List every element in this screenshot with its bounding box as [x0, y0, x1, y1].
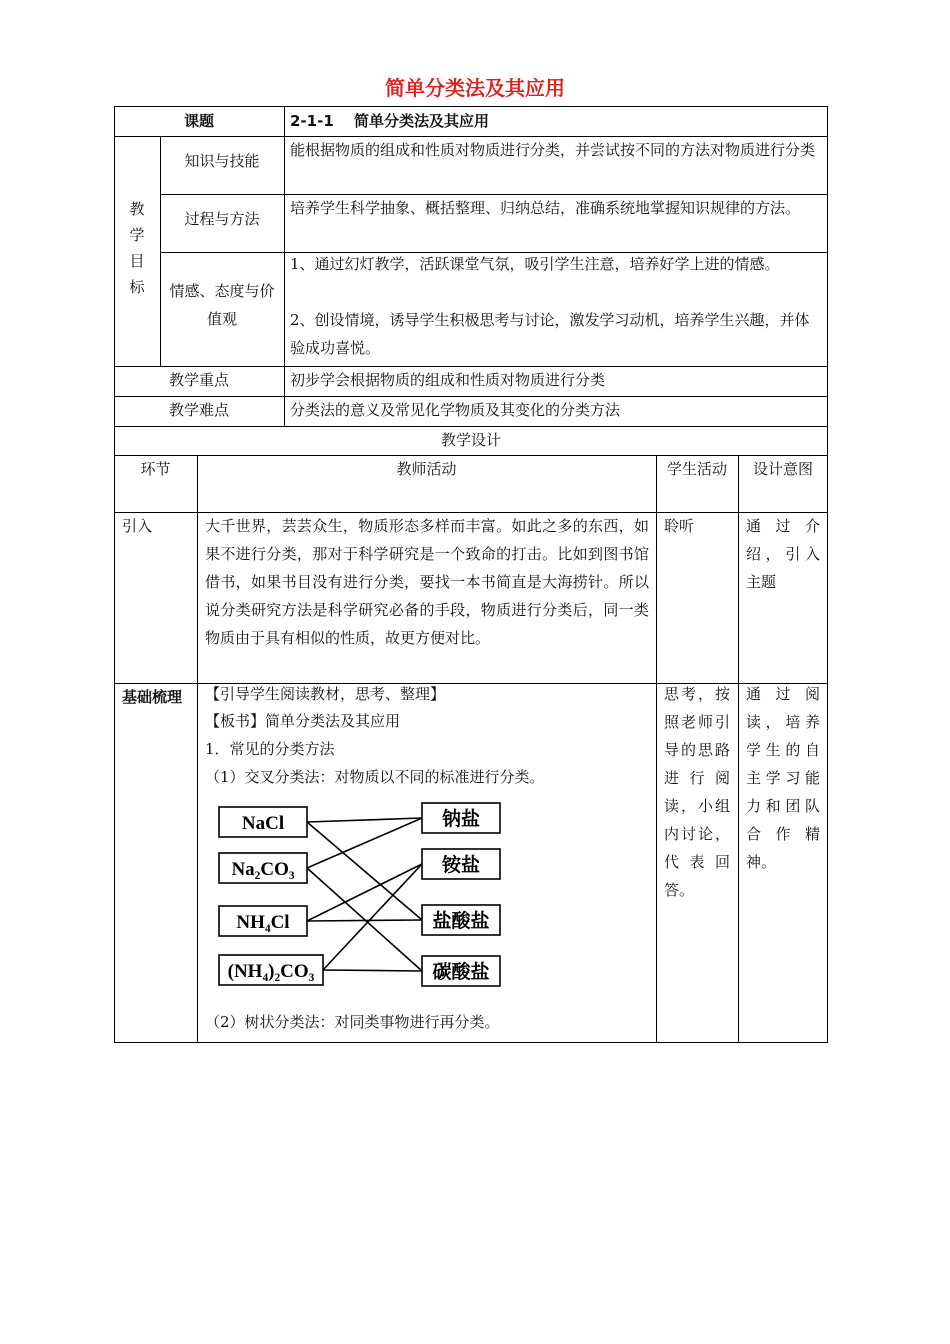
col-student: 学生活动	[666, 460, 727, 478]
design-label: 教学设计	[440, 431, 501, 449]
row-basics-line-1: 【引导学生阅读教材，思考、整理】	[205, 685, 446, 703]
row-intro-student: 聆听	[664, 517, 695, 535]
link-nh4cl-ammonium	[307, 864, 422, 921]
link-nh4cl-chloride	[307, 920, 422, 921]
col-stage: 环节	[140, 460, 171, 478]
link-nacl-sodium	[307, 818, 422, 822]
label-ammonium-salt: 铵盐	[441, 854, 481, 876]
goal-text-knowledge: 能根据物质的组成和性质对物质进行分类，并尝试按不同的方法对物质进行分类	[290, 141, 816, 159]
label-nh4cl: NH₄Cl	[236, 912, 290, 933]
key-point-text: 初步学会根据物质的组成和性质对物质进行分类	[290, 371, 606, 389]
col-intent: 设计意图	[752, 460, 813, 478]
topic-value: 2-1-1 简单分类法及其应用	[290, 112, 489, 130]
label-nacl: NaCl	[241, 813, 285, 834]
goal-label-process: 过程与方法	[184, 210, 260, 228]
label-sodium-salt: 钠盐	[441, 808, 481, 830]
difficulty-text: 分类法的意义及常见化学物质及其变化的分类方法	[290, 401, 621, 419]
label-carbonate-salt: 碳酸盐	[432, 961, 490, 983]
key-point-label: 教学重点	[168, 371, 229, 389]
row-basics-intent: 通过阅读，培养学生的自主学习能力和团队合作精神。	[746, 685, 820, 871]
row-basics-stage: 基础梳理	[122, 688, 183, 706]
goal-text-process: 培养学生科学抽象、概括整理、归纳总结，准确系统地掌握知识规律的方法。	[290, 199, 801, 217]
row-intro-stage: 引入	[122, 517, 153, 535]
goals-label: 教学目标	[129, 200, 145, 296]
topic-label: 课题	[183, 112, 214, 130]
row-basics-line-4: （1）交叉分类法：对物质以不同的标准进行分类。	[205, 768, 545, 786]
row-basics-line-2: 【板书】简单分类法及其应用	[205, 712, 401, 730]
goal-text-attitude-2: 2、创设情境，诱导学生积极思考与讨论，激发学习动机，培养学生兴趣，并体验成功喜悦。	[290, 311, 810, 357]
document-title: 简单分类法及其应用	[385, 76, 565, 100]
row-basics-student: 思考，按照老师引导的思路进行阅读，小组内讨论，代表回答。	[664, 685, 730, 899]
row-basics-line-3: 1．常见的分类方法	[205, 740, 335, 758]
difficulty-label: 教学难点	[168, 401, 229, 419]
row-intro-intent: 通过介绍，引入主题	[746, 517, 820, 591]
row-intro-teacher: 大千世界，芸芸众生，物质形态多样而丰富。如此之多的东西，如果不进行分类，那对于科学研究是一个致命的打击。比如到图书馆借书，如果书目没有进行分类，要找一本书简直是大海捞针。所以说分类研究方法是科学研究必备的手段，物质进行分类后，同一类物质由于具有相似的性质，故更方便对比。	[205, 517, 649, 647]
cross-classification-diagram	[210, 795, 510, 995]
link-nacl-chloride	[307, 822, 422, 920]
goal-text-attitude-1: 1、通过幻灯教学，活跃课堂气氛，吸引学生注意，培养好学上进的情感。	[290, 255, 780, 273]
row-basics-line-5: （2）树状分类法：对同类事物进行再分类。	[205, 1013, 500, 1031]
goal-label-attitude: 情感、态度与价值观	[169, 282, 275, 328]
goal-label-knowledge: 知识与技能	[184, 152, 260, 170]
link-na2co3-sodium	[307, 818, 422, 868]
label-nh42co3: (NH₄)₂CO₃	[227, 961, 315, 982]
label-na2co3: Na₂CO₃	[231, 859, 295, 880]
col-teacher: 教师活动	[396, 460, 457, 478]
link-nh42co3-ammonium	[323, 864, 422, 970]
link-nh42co3-carbonate	[323, 970, 422, 971]
label-chloride-salt: 盐酸盐	[432, 910, 490, 932]
